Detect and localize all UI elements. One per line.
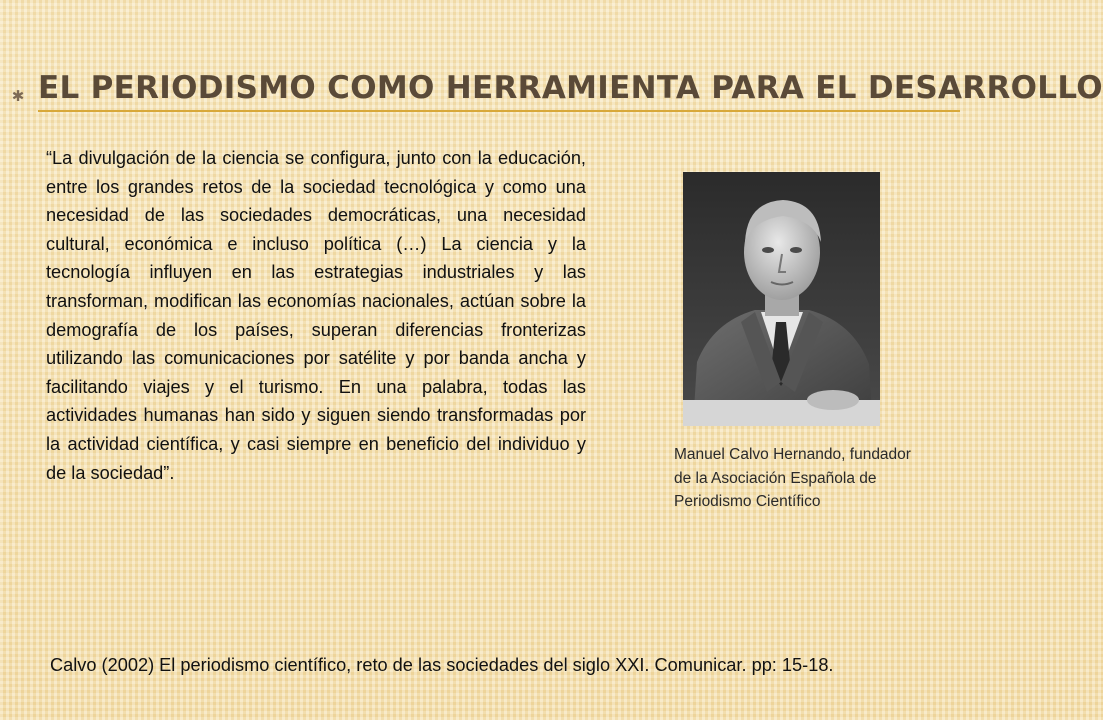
title-divider — [38, 110, 960, 112]
slide-title: EL PERIODISMO COMO HERRAMIENTA PARA EL DESARROLLO — [38, 70, 1103, 106]
portrait-photo — [683, 172, 880, 426]
portrait-caption: Manuel Calvo Hernando, fundador de la Asociación Española de Periodismo Científico — [674, 446, 911, 510]
quote-paragraph: “La divulgación de la ciencia se configura, junto con la educación, entre los grandes retos de la sociedad tecnológica y como una necesidad de las sociedades democráticas, una necesidad cultural, económica e incluso política (…) La ciencia y la tecnología influyen en las estrategias industriales y las transforman, modifican las economías nacionales, actúan sobre la demografía de los países, superan diferencias fronterizas utilizando las comunicaciones por satélite y por banda ancha y facilitando viajes y el turismo. En una palabra, todas las actividades humanas han sido y siguen siendo transformadas por la actividad científica, y casi siempre en beneficio del individuo y de la sociedad”. — [46, 148, 586, 483]
star-bullet-icon: ✱ — [11, 87, 25, 105]
citation: Calvo (2002) El periodismo científico, reto de las sociedades del siglo XXI. Comunicar. pp: 15-18. — [50, 655, 834, 675]
